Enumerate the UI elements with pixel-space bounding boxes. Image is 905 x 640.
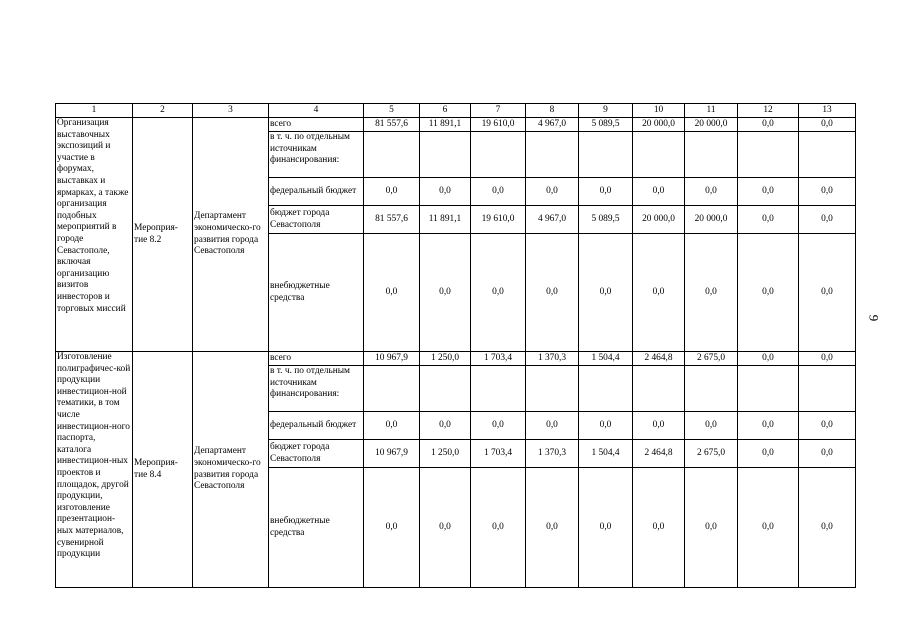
value-cell: 0,0	[420, 234, 471, 352]
value-cell: 0,0	[633, 468, 685, 588]
value-cell: 0,0	[685, 178, 738, 206]
value-cell: 0,0	[471, 178, 526, 206]
value-cell: 0,0	[579, 178, 633, 206]
value-cell: 0,0	[471, 412, 526, 440]
value-cell: 0,0	[799, 468, 856, 588]
value-cell	[471, 366, 526, 412]
value-cell	[799, 132, 856, 178]
value-cell: 1 703,4	[471, 352, 526, 366]
header-cell: 3	[193, 104, 269, 118]
executor: Департамент экономическо-го развития города Севастополя	[193, 118, 269, 352]
header-cell: 5	[364, 104, 420, 118]
value-cell: 1 504,4	[579, 352, 633, 366]
value-cell	[526, 132, 579, 178]
value-cell: 0,0	[738, 352, 799, 366]
funding-source-label: федеральный бюджет	[269, 178, 364, 206]
value-cell: 20 000,0	[685, 118, 738, 132]
page-number: 9	[866, 314, 882, 322]
value-cell: 0,0	[738, 412, 799, 440]
value-cell: 20 000,0	[633, 206, 685, 234]
value-cell	[579, 366, 633, 412]
value-cell: 0,0	[526, 234, 579, 352]
value-cell: 11 891,1	[420, 206, 471, 234]
value-cell: 0,0	[738, 206, 799, 234]
value-cell: 11 891,1	[420, 118, 471, 132]
activity-name: Организация выставочных экспозиций и участие в форумах, выставках и ярмарках, а также организация подобных мероприятий в городе Севастополе, включая организацию визитов инвесторов и торговых миссий	[56, 118, 133, 352]
value-cell: 0,0	[526, 178, 579, 206]
value-cell	[633, 366, 685, 412]
value-cell	[420, 132, 471, 178]
header-cell: 1	[56, 104, 133, 118]
measure-number: Мероприя-тие 8.4	[133, 352, 193, 588]
value-cell: 1 370,3	[526, 352, 579, 366]
value-cell: 0,0	[738, 118, 799, 132]
value-cell	[738, 132, 799, 178]
value-cell: 1 250,0	[420, 352, 471, 366]
funding-source-label: внебюджетные средства	[269, 468, 364, 588]
value-cell: 5 089,5	[579, 118, 633, 132]
header-cell: 7	[471, 104, 526, 118]
header-cell: 13	[799, 104, 856, 118]
financing-table	[55, 103, 856, 588]
header-cell: 10	[633, 104, 685, 118]
header-cell: 8	[526, 104, 579, 118]
funding-source-label: бюджет города Севастополя	[269, 440, 364, 468]
header-cell: 9	[579, 104, 633, 118]
measure-number: Мероприя-тие 8.2	[133, 118, 193, 352]
value-cell: 0,0	[471, 234, 526, 352]
value-cell: 0,0	[364, 412, 420, 440]
value-cell: 0,0	[364, 468, 420, 588]
value-cell: 0,0	[738, 468, 799, 588]
value-cell: 0,0	[799, 234, 856, 352]
value-cell: 0,0	[420, 412, 471, 440]
value-cell: 0,0	[526, 468, 579, 588]
value-cell	[526, 366, 579, 412]
value-cell: 0,0	[526, 412, 579, 440]
funding-source-label: федеральный бюджет	[269, 412, 364, 440]
funding-source-label: всего	[269, 118, 364, 132]
value-cell: 10 967,9	[364, 440, 420, 468]
value-cell: 4 967,0	[526, 118, 579, 132]
value-cell	[799, 366, 856, 412]
value-cell: 19 610,0	[471, 206, 526, 234]
executor: Департамент экономическо-го развития города Севастополя	[193, 352, 269, 588]
value-cell: 0,0	[364, 178, 420, 206]
value-cell: 4 967,0	[526, 206, 579, 234]
value-cell: 0,0	[799, 178, 856, 206]
value-cell: 0,0	[420, 468, 471, 588]
value-cell: 0,0	[799, 352, 856, 366]
value-cell: 0,0	[471, 468, 526, 588]
value-cell: 19 610,0	[471, 118, 526, 132]
value-cell	[364, 366, 420, 412]
value-cell: 2 675,0	[685, 440, 738, 468]
value-cell	[633, 132, 685, 178]
value-cell: 81 557,6	[364, 118, 420, 132]
activity-name: Изготовление полиграфичес-кой продукции инвестицион-ной тематики, в том числе инвестицион-ного паспорта, каталога инвестицион-ных проектов и площадок, другой продукции, изготовление презентацион-ных материалов, сувенирной продукции	[56, 352, 133, 588]
value-cell: 1 703,4	[471, 440, 526, 468]
value-cell: 20 000,0	[685, 206, 738, 234]
value-cell: 0,0	[799, 440, 856, 468]
header-row	[56, 104, 856, 118]
value-cell: 0,0	[799, 412, 856, 440]
funding-source-label: в т. ч. по отдельным источникам финансирования:	[269, 132, 364, 178]
header-cell: 2	[133, 104, 193, 118]
value-cell: 0,0	[799, 206, 856, 234]
value-cell: 0,0	[633, 178, 685, 206]
value-cell: 0,0	[420, 178, 471, 206]
value-cell: 0,0	[364, 234, 420, 352]
value-cell: 0,0	[633, 234, 685, 352]
value-cell: 0,0	[579, 412, 633, 440]
value-cell: 0,0	[738, 178, 799, 206]
table-row	[56, 118, 856, 132]
value-cell: 0,0	[579, 234, 633, 352]
value-cell: 0,0	[685, 412, 738, 440]
value-cell: 0,0	[738, 440, 799, 468]
funding-source-label: всего	[269, 352, 364, 366]
value-cell: 1 504,4	[579, 440, 633, 468]
value-cell	[685, 366, 738, 412]
value-cell: 0,0	[738, 234, 799, 352]
value-cell: 0,0	[685, 468, 738, 588]
value-cell: 20 000,0	[633, 118, 685, 132]
value-cell	[685, 132, 738, 178]
value-cell: 2 675,0	[685, 352, 738, 366]
value-cell: 1 370,3	[526, 440, 579, 468]
value-cell: 0,0	[579, 468, 633, 588]
table-row	[56, 352, 856, 366]
funding-source-label: внебюджетные средства	[269, 234, 364, 352]
header-cell: 11	[685, 104, 738, 118]
value-cell: 81 557,6	[364, 206, 420, 234]
funding-source-label: в т. ч. по отдельным источникам финансирования:	[269, 366, 364, 412]
value-cell: 5 089,5	[579, 206, 633, 234]
value-cell: 0,0	[685, 234, 738, 352]
header-cell: 6	[420, 104, 471, 118]
funding-source-label: бюджет города Севастополя	[269, 206, 364, 234]
header-cell: 4	[269, 104, 364, 118]
value-cell: 0,0	[799, 118, 856, 132]
value-cell: 0,0	[633, 412, 685, 440]
value-cell: 1 250,0	[420, 440, 471, 468]
value-cell	[420, 366, 471, 412]
value-cell	[471, 132, 526, 178]
header-cell: 12	[738, 104, 799, 118]
value-cell	[738, 366, 799, 412]
value-cell: 2 464,8	[633, 352, 685, 366]
value-cell: 2 464,8	[633, 440, 685, 468]
value-cell	[579, 132, 633, 178]
value-cell	[364, 132, 420, 178]
value-cell: 10 967,9	[364, 352, 420, 366]
